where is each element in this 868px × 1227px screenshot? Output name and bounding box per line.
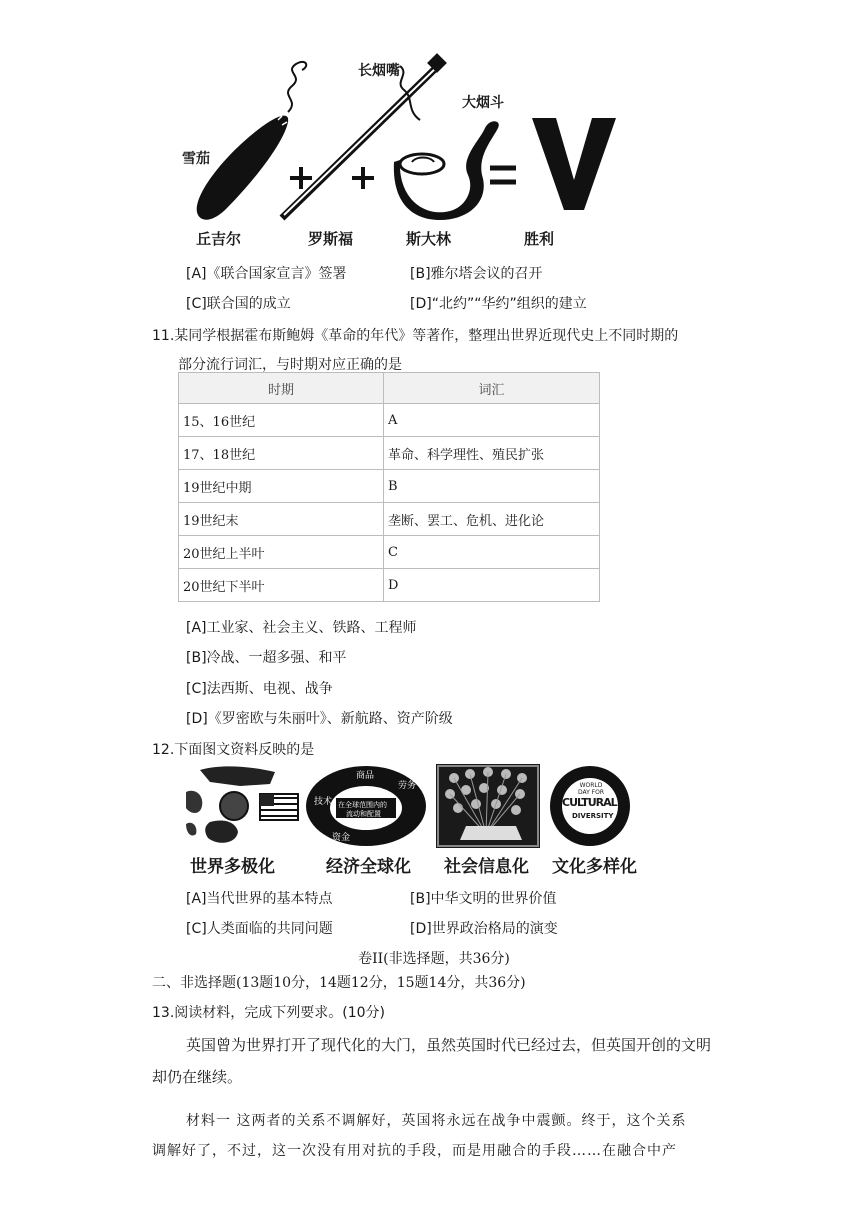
cell-vocabulary: C bbox=[384, 536, 600, 569]
caption-multipolar: 世界多极化 bbox=[190, 857, 275, 877]
q13-material-line1: 材料一 这两者的关系不调解好，英国将永远在战争中震颤。终于，这个关系 bbox=[186, 1113, 687, 1129]
q12-option-a: [A]当代世界的基本特点 bbox=[186, 891, 333, 907]
q12-option-d: [D]世界政治格局的演变 bbox=[410, 921, 558, 937]
label-tech: 技术 bbox=[314, 797, 333, 807]
q11-option-a: [A]工业家、社会主义、铁路、工程师 bbox=[186, 620, 417, 636]
q11-option-b: [B]冷战、一超多强、和平 bbox=[186, 650, 347, 666]
cell-period: 15、16世纪 bbox=[179, 404, 384, 437]
q11-option-c: [C]法西斯、电视、战争 bbox=[186, 681, 333, 697]
period-vocabulary-table bbox=[178, 372, 600, 602]
q10-option-b: [B]雅尔塔会议的召开 bbox=[410, 266, 543, 282]
caption-information: 社会信息化 bbox=[444, 857, 529, 877]
cell-period: 17、18世纪 bbox=[179, 437, 384, 470]
cell-vocabulary: B bbox=[384, 470, 600, 503]
q13-material-line2: 调解好了，不过，这一次没有用对抗的手段，而是用融合的手段……在融合中产 bbox=[152, 1143, 677, 1159]
victory-v-icon bbox=[532, 118, 616, 210]
label-cigar: 雪茄 bbox=[182, 151, 210, 167]
q13-intro-line2: 却仍在继续。 bbox=[152, 1068, 243, 1086]
china-map-icon bbox=[205, 820, 238, 842]
caption-globalization: 经济全球化 bbox=[326, 857, 411, 877]
cell-vocabulary: 革命、科学理性、殖民扩张 bbox=[384, 437, 600, 470]
table-row bbox=[179, 503, 600, 536]
q13-intro-line1: 英国曾为世界打开了现代化的大门，虽然英国时代已经过去，但英国开创的文明 bbox=[186, 1036, 712, 1054]
table-row bbox=[179, 536, 600, 569]
table-header-row bbox=[179, 373, 600, 404]
cell-period: 20世纪上半叶 bbox=[179, 536, 384, 569]
label-roosevelt: 罗斯福 bbox=[308, 230, 354, 248]
q11-stem-line2: 部分流行词汇，与时期对应正确的是 bbox=[178, 357, 402, 373]
cell-period: 20世纪下半叶 bbox=[179, 569, 384, 602]
information-image bbox=[436, 764, 540, 848]
table-row bbox=[179, 404, 600, 437]
part2-section-heading: 二、非选择题(13题10分，14题12分，15题14分，共36分) bbox=[152, 975, 526, 991]
cell-period: 19世纪中期 bbox=[179, 470, 384, 503]
cell-vocabulary: D bbox=[384, 569, 600, 602]
label-world-day: WORLD DAY FOR bbox=[577, 782, 605, 796]
q11-option-d: [D]《罗密欧与朱丽叶》、新航路、资产阶级 bbox=[186, 711, 453, 727]
table-row bbox=[179, 437, 600, 470]
label-capital: 资金 bbox=[332, 833, 351, 843]
victory-cartoon bbox=[160, 50, 620, 250]
globe-icon bbox=[220, 792, 248, 820]
label-diversity: DIVERSITY bbox=[572, 812, 614, 820]
label-center2: 流动和配置 bbox=[346, 810, 381, 818]
globalization-image bbox=[302, 762, 430, 850]
europe-map-icon bbox=[186, 791, 202, 813]
table-row bbox=[179, 470, 600, 503]
q11-stem-line1: 11.某同学根据霍布斯鲍姆《革命的年代》等著作，整理出世界近现代史上不同时期的 bbox=[152, 328, 679, 344]
header-period: 时期 bbox=[179, 373, 384, 404]
q12-option-c: [C]人类面临的共同问题 bbox=[186, 921, 333, 937]
cigar-icon bbox=[197, 62, 307, 220]
label-long-holder: 长烟嘴 bbox=[358, 63, 400, 79]
russia-map-icon bbox=[200, 766, 275, 786]
label-goods: 商品 bbox=[356, 771, 375, 781]
part2-title: 卷II(非选择题，共36分) bbox=[358, 951, 510, 967]
cell-vocabulary: A bbox=[384, 404, 600, 437]
network-nodes-icon bbox=[445, 767, 527, 815]
q12-stem: 12.下面图文资料反映的是 bbox=[152, 742, 315, 758]
label-stalin: 斯大林 bbox=[406, 230, 452, 248]
q10-option-a: [A]《联合国家宣言》签署 bbox=[186, 266, 347, 282]
multipolar-image bbox=[180, 762, 300, 850]
laptop-icon bbox=[460, 826, 522, 840]
cell-period: 19世纪末 bbox=[179, 503, 384, 536]
label-victory: 胜利 bbox=[524, 230, 555, 248]
label-cultural: CULTURAL bbox=[562, 796, 617, 809]
table-row bbox=[179, 569, 600, 602]
caption-cultural: 文化多样化 bbox=[552, 857, 637, 877]
q12-option-b: [B]中华文明的世界价值 bbox=[410, 891, 557, 907]
cartoon-drawing bbox=[160, 50, 620, 250]
cell-vocabulary: 垄断、罢工、危机、进化论 bbox=[384, 503, 600, 536]
label-center1: 在全球范围内的 bbox=[338, 801, 387, 809]
label-services: 劳务 bbox=[398, 781, 417, 791]
q13-stem: 13.阅读材料，完成下列要求。(10分) bbox=[152, 1005, 386, 1021]
q10-option-d: [D]“北约”“华约”组织的建立 bbox=[410, 296, 587, 312]
q10-option-c: [C]联合国的成立 bbox=[186, 296, 291, 312]
cultural-diversity-image bbox=[548, 762, 632, 850]
label-churchill: 丘吉尔 bbox=[196, 230, 242, 248]
label-pipe: 大烟斗 bbox=[462, 95, 504, 111]
header-vocabulary: 词汇 bbox=[384, 373, 600, 404]
